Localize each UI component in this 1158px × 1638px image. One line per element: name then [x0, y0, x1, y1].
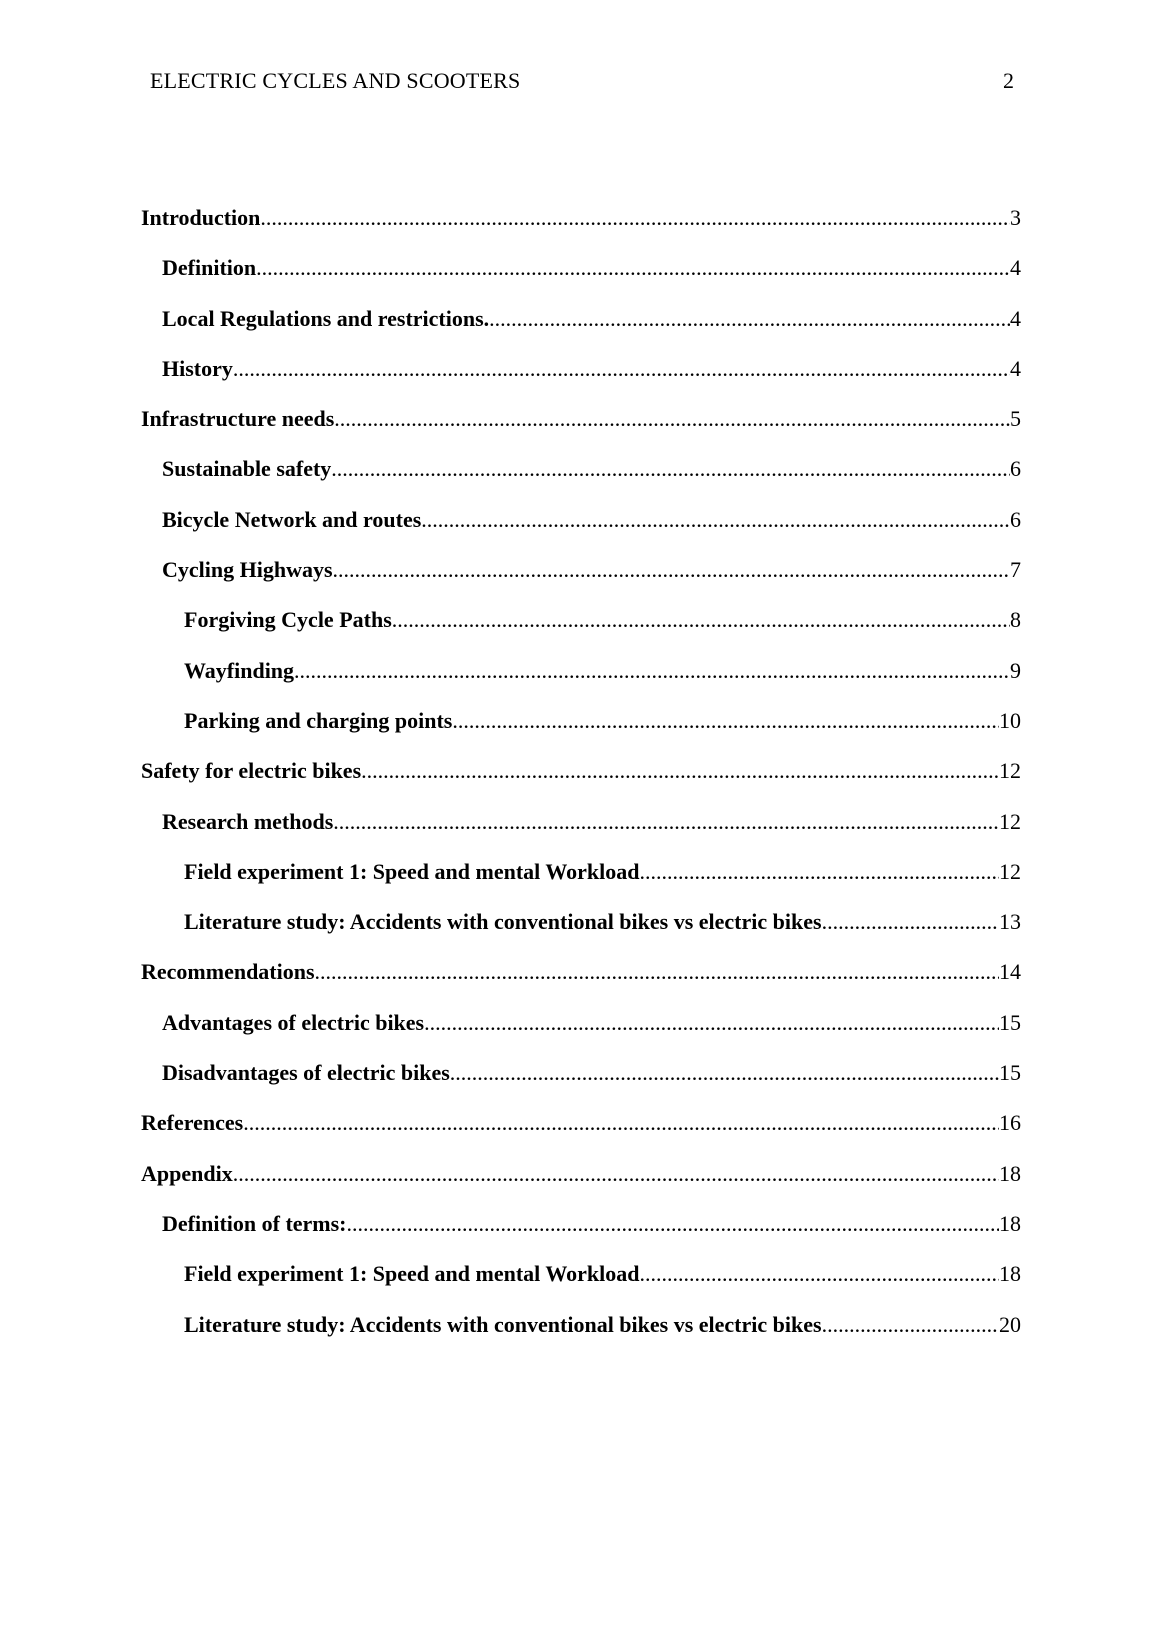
toc-entry[interactable] — [141, 957, 1021, 1007]
toc-entry-title[interactable]: Definition — [162, 255, 257, 281]
toc-dot-leader — [452, 706, 999, 736]
toc-dot-leader — [294, 656, 1010, 686]
table-of-contents — [141, 203, 1021, 1360]
toc-dot-leader — [424, 1008, 999, 1038]
toc-dot-leader — [260, 203, 1010, 233]
toc-entry-page-number: 13 — [999, 909, 1021, 935]
toc-dot-leader — [822, 907, 999, 937]
toc-entry-page-number: 4 — [1010, 255, 1021, 281]
toc-entry-title[interactable]: Literature study: Accidents with conventional bikes vs electric bikes — [184, 909, 822, 935]
toc-entry-title[interactable]: Local Regulations and restrictions. — [162, 305, 490, 331]
toc-entry-title[interactable]: History — [162, 355, 233, 381]
toc-entry-title[interactable]: Bicycle Network and routes — [162, 506, 422, 532]
toc-entry[interactable] — [141, 807, 1021, 857]
toc-entry[interactable] — [141, 203, 1021, 253]
toc-dot-leader — [334, 404, 1010, 434]
toc-dot-leader — [256, 253, 1010, 283]
toc-entry[interactable] — [141, 1209, 1021, 1259]
toc-dot-leader — [347, 1209, 999, 1239]
toc-entry[interactable] — [141, 1108, 1021, 1158]
toc-dot-leader — [333, 807, 999, 837]
toc-dot-leader — [333, 555, 1010, 585]
toc-entry-page-number: 8 — [1010, 607, 1021, 633]
toc-entry-page-number: 4 — [1010, 305, 1021, 331]
toc-entry-page-number: 20 — [999, 1311, 1021, 1337]
toc-entry[interactable] — [141, 1310, 1021, 1360]
toc-dot-leader — [361, 756, 999, 786]
toc-dot-leader — [640, 1259, 1000, 1289]
toc-entry-page-number: 12 — [999, 758, 1021, 784]
toc-entry[interactable] — [141, 605, 1021, 655]
toc-dot-leader — [489, 304, 1010, 334]
toc-entry[interactable] — [141, 404, 1021, 454]
toc-entry-page-number: 9 — [1010, 657, 1021, 683]
toc-entry-page-number: 3 — [1010, 205, 1021, 230]
toc-entry[interactable] — [141, 505, 1021, 555]
toc-entry-title[interactable]: Disadvantages of electric bikes — [162, 1060, 450, 1086]
toc-entry-page-number: 15 — [999, 1009, 1021, 1035]
toc-dot-leader — [822, 1310, 999, 1340]
toc-entry-title[interactable]: Field experiment 1: Speed and mental Workload — [184, 858, 640, 884]
toc-entry-title[interactable]: Safety for electric bikes — [141, 758, 362, 784]
toc-entry-page-number: 15 — [999, 1060, 1021, 1086]
toc-entry-title[interactable]: Sustainable safety — [162, 456, 332, 482]
toc-entry[interactable] — [141, 555, 1021, 605]
toc-dot-leader — [421, 505, 1010, 535]
toc-entry[interactable] — [141, 354, 1021, 404]
toc-entry[interactable] — [141, 1159, 1021, 1209]
toc-entry[interactable] — [141, 756, 1021, 806]
toc-dot-leader — [233, 354, 1010, 384]
toc-entry-title[interactable]: Field experiment 1: Speed and mental Workload — [184, 1261, 640, 1287]
toc-entry-page-number: 12 — [999, 858, 1021, 884]
toc-entry[interactable] — [141, 857, 1021, 907]
toc-entry-title[interactable]: Forgiving Cycle Paths — [184, 607, 392, 633]
toc-entry-title[interactable]: Research methods — [162, 808, 334, 834]
toc-entry[interactable] — [141, 454, 1021, 504]
toc-entry-page-number: 12 — [999, 808, 1021, 834]
toc-entry[interactable] — [141, 304, 1021, 354]
page-number: 2 — [1003, 68, 1014, 93]
toc-dot-leader — [315, 957, 999, 987]
toc-entry[interactable] — [141, 1259, 1021, 1309]
toc-entry-page-number: 16 — [999, 1110, 1021, 1136]
toc-entry-page-number: 14 — [999, 959, 1021, 985]
toc-entry-title[interactable]: Infrastructure needs — [141, 406, 335, 432]
toc-entry-title[interactable]: Recommendations — [141, 959, 315, 985]
toc-entry-page-number: 4 — [1010, 355, 1021, 381]
toc-entry-title[interactable]: Introduction — [141, 205, 261, 230]
toc-entry-page-number: 18 — [999, 1210, 1021, 1236]
toc-entry[interactable] — [141, 1058, 1021, 1108]
toc-entry[interactable] — [141, 1008, 1021, 1058]
toc-entry-title[interactable]: Literature study: Accidents with conventional bikes vs electric bikes — [184, 1311, 822, 1337]
running-head: ELECTRIC CYCLES AND SCOOTERS — [150, 68, 521, 93]
toc-entry-page-number: 18 — [999, 1160, 1021, 1186]
toc-entry-title[interactable]: References — [141, 1110, 244, 1136]
toc-entry[interactable] — [141, 706, 1021, 756]
toc-dot-leader — [392, 605, 1010, 635]
toc-dot-leader — [331, 454, 1010, 484]
toc-entry-title[interactable]: Parking and charging points — [184, 707, 453, 733]
toc-entry-page-number: 7 — [1010, 557, 1021, 583]
toc-dot-leader — [243, 1108, 999, 1138]
toc-entry[interactable] — [141, 253, 1021, 303]
toc-entry-page-number: 6 — [1010, 456, 1021, 482]
toc-dot-leader — [640, 857, 1000, 887]
toc-dot-leader — [450, 1058, 999, 1088]
toc-entry-page-number: 6 — [1010, 506, 1021, 532]
toc-dot-leader — [233, 1159, 999, 1189]
toc-entry-title[interactable]: Wayfinding — [184, 657, 295, 683]
toc-entry-page-number: 10 — [999, 707, 1021, 733]
toc-entry-title[interactable]: Appendix — [141, 1160, 233, 1186]
toc-entry-title[interactable]: Definition of terms: — [162, 1210, 347, 1236]
toc-entry[interactable] — [141, 656, 1021, 706]
toc-entry-page-number: 5 — [1010, 406, 1021, 432]
toc-entry[interactable] — [141, 907, 1021, 957]
toc-entry-page-number: 18 — [999, 1261, 1021, 1287]
toc-entry-title[interactable]: Cycling Highways — [162, 557, 333, 583]
toc-entry-title[interactable]: Advantages of electric bikes — [162, 1009, 425, 1035]
